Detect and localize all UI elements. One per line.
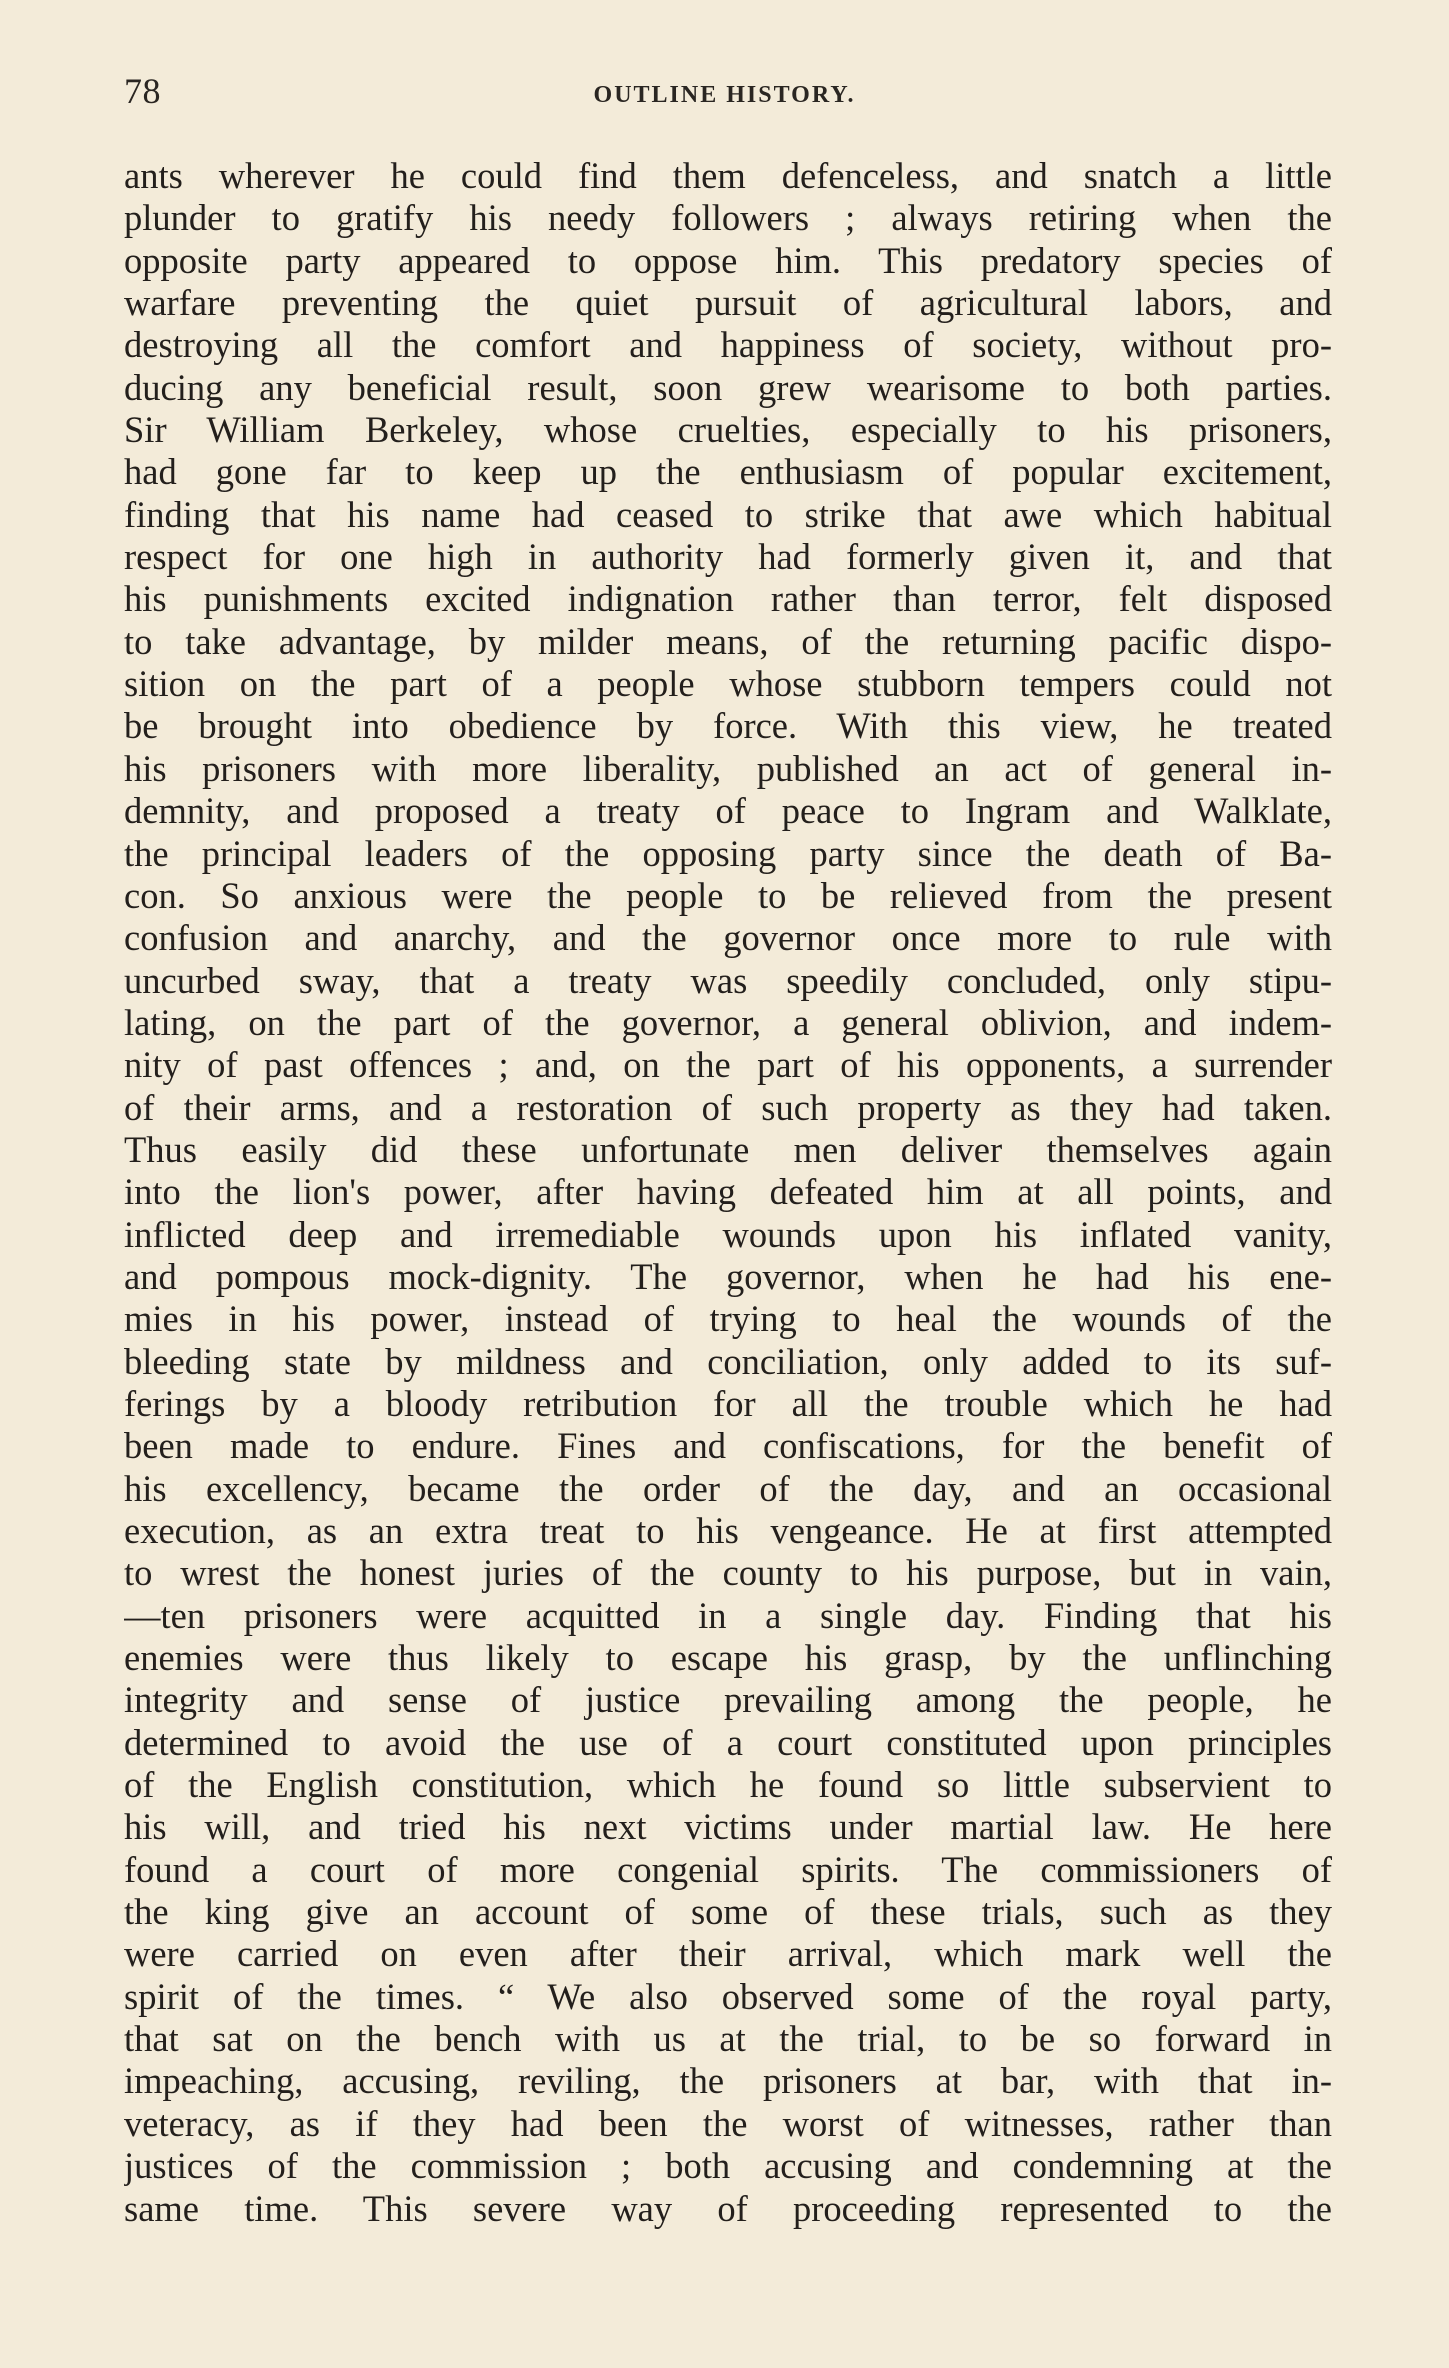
text-line: ferings by a bloody retribution for all the trouble which he had (124, 1382, 1332, 1424)
text-line: opposite party appeared to oppose him. This predatory species of (124, 239, 1332, 281)
text-line: lating, on the part of the governor, a general oblivion, and indem- (124, 1001, 1332, 1043)
text-line: nity of past offences ; and, on the part of his opponents, a surrender (124, 1044, 1332, 1086)
text-line: finding that his name had ceased to strike that awe which habitual (124, 493, 1332, 535)
body-text (124, 155, 1332, 2230)
text-line: were carried on even after their arrival, which mark well the (124, 1933, 1332, 1975)
page-number: 78 (124, 71, 161, 111)
text-line: enemies were thus likely to escape his grasp, by the unflinching (124, 1637, 1332, 1679)
text-line: impeaching, accusing, reviling, the prisoners at bar, with that in- (124, 2060, 1332, 2102)
text-line: demnity, and proposed a treaty of peace to Ingram and Walklate, (124, 790, 1332, 832)
text-line: to take advantage, by milder means, of the returning pacific dispo- (124, 620, 1332, 662)
text-line: sition on the part of a people whose stubborn tempers could not (124, 663, 1332, 705)
text-line: his prisoners with more liberality, published an act of general in- (124, 747, 1332, 789)
text-line: con. So anxious were the people to be relieved from the present (124, 874, 1332, 916)
text-line: ants wherever he could find them defenceless, and snatch a little (124, 155, 1332, 196)
text-line: been made to endure. Fines and confiscations, for the benefit of (124, 1425, 1332, 1467)
text-line: destroying all the comfort and happiness of society, without pro- (124, 324, 1332, 366)
text-line: bleeding state by mildness and conciliation, only added to its suf- (124, 1340, 1332, 1382)
text-line: Sir William Berkeley, whose cruelties, especially to his prisoners, (124, 409, 1332, 451)
text-line: of the English constitution, which he found so little subservient to (124, 1764, 1332, 1806)
text-line: his excellency, became the order of the day, and an occasional (124, 1467, 1332, 1509)
text-line: justices of the commission ; both accusing and condemning at the (124, 2145, 1332, 2187)
text-line: warfare preventing the quiet pursuit of agricultural labors, and (124, 282, 1332, 324)
text-line: that sat on the bench with us at the trial, to be so forward in (124, 2018, 1332, 2060)
text-line: inflicted deep and irremediable wounds upon his inflated vanity, (124, 1213, 1332, 1255)
text-line: his punishments excited indignation rather than terror, felt disposed (124, 578, 1332, 620)
text-line: his will, and tried his next victims under martial law. He here (124, 1806, 1332, 1848)
text-line: of their arms, and a restoration of such property as they had taken. (124, 1086, 1332, 1128)
text-line: to wrest the honest juries of the county to his purpose, but in vain, (124, 1552, 1332, 1594)
text-line: veteracy, as if they had been the worst of witnesses, rather than (124, 2102, 1332, 2144)
text-line: respect for one high in authority had formerly given it, and that (124, 536, 1332, 578)
text-line: execution, as an extra treat to his vengeance. He at first attempted (124, 1510, 1332, 1551)
text-line: plunder to gratify his needy followers ; always retiring when the (124, 197, 1332, 239)
text-line: same time. This severe way of proceeding represented to the (124, 2187, 1332, 2229)
text-line: the king give an account of some of these trials, such as they (124, 1891, 1332, 1933)
text-line: ducing any beneficial result, soon grew wearisome to both parties. (124, 366, 1332, 408)
text-line: the principal leaders of the opposing party since the death of Ba- (124, 832, 1332, 874)
text-line: uncurbed sway, that a treaty was speedily concluded, only stipu- (124, 959, 1332, 1001)
text-line: and pompous mock-dignity. The governor, when he had his ene- (124, 1255, 1332, 1297)
text-line: had gone far to keep up the enthusiasm of popular excitement, (124, 451, 1332, 493)
text-line: determined to avoid the use of a court constituted upon principles (124, 1721, 1332, 1763)
text-line: —ten prisoners were acquitted in a single day. Finding that his (124, 1594, 1332, 1636)
text-line: confusion and anarchy, and the governor once more to rule with (124, 917, 1332, 959)
text-line: mies in his power, instead of trying to heal the wounds of the (124, 1298, 1332, 1340)
text-line: found a court of more congenial spirits. The commissioners of (124, 1848, 1332, 1890)
text-line: into the lion's power, after having defeated him at all points, and (124, 1171, 1332, 1213)
text-line: spirit of the times. “ We also observed some of the royal party, (124, 1975, 1332, 2017)
text-line: integrity and sense of justice prevailing among the people, he (124, 1679, 1332, 1721)
running-title: OUTLINE HISTORY. (593, 82, 856, 108)
text-line: Thus easily did these unfortunate men deliver themselves again (124, 1128, 1332, 1170)
text-line: be brought into obedience by force. With this view, he treated (124, 705, 1332, 747)
